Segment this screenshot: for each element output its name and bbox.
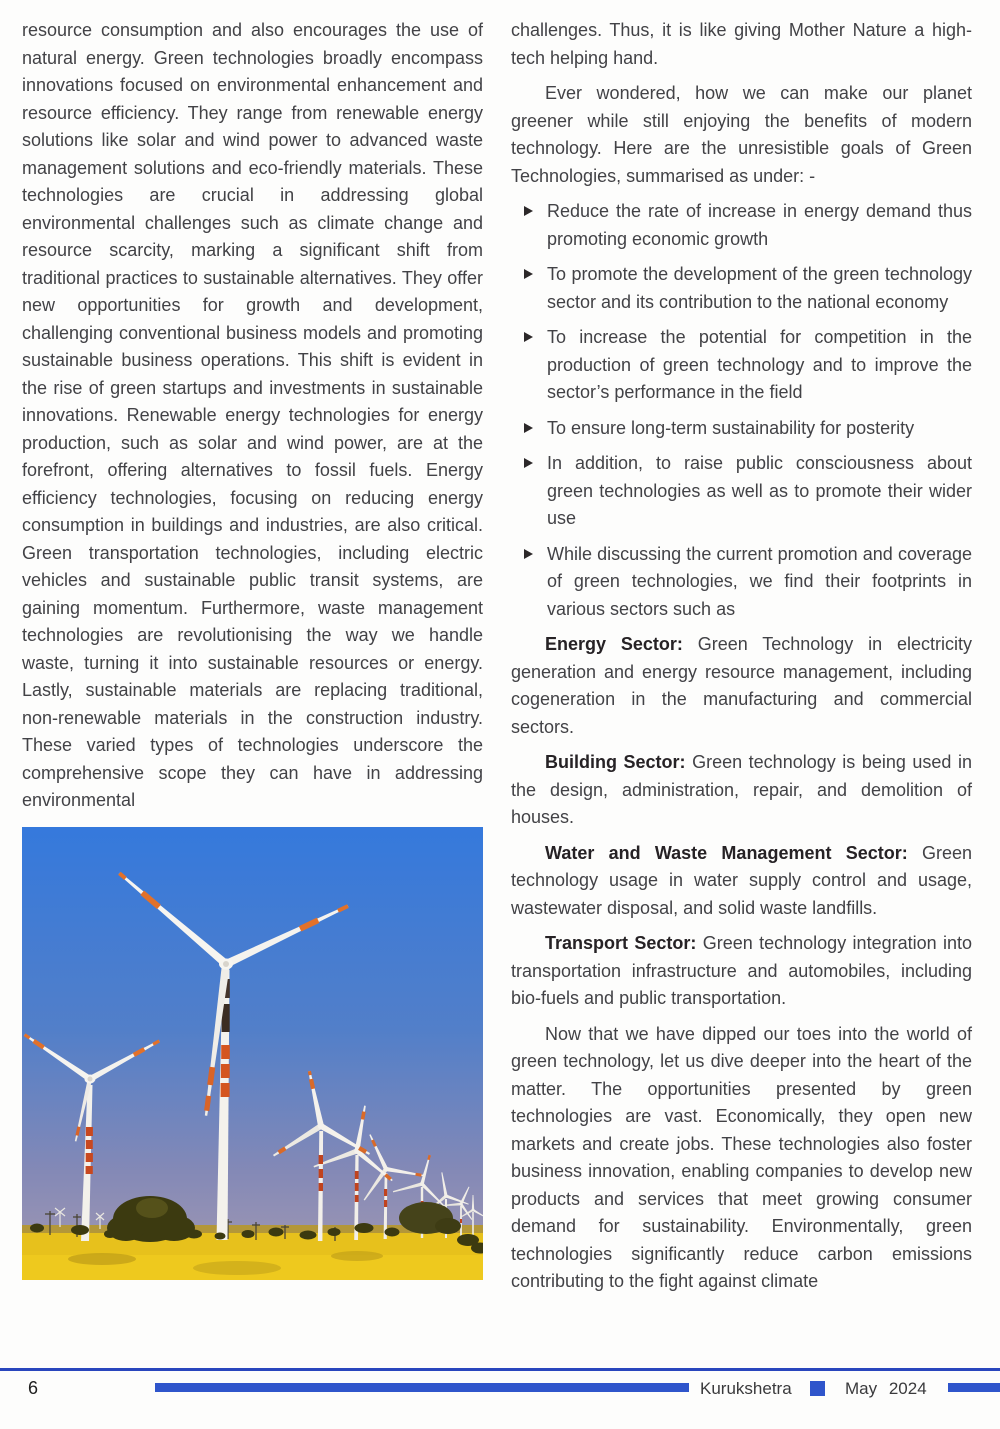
list-item: Reduce the rate of increase in energy demand thus promoting economic growth [511, 198, 972, 253]
list-item: While discussing the current promotion and coverage of green technologies, we find their footprints in various sectors such as [511, 541, 972, 624]
sector-paragraph-energy: Energy Sector: Green Technology in electricity generation and energy resource management, including cogeneration in the manufacturing and commercial sectors. [511, 634, 972, 737]
footer-bar-left [155, 1383, 689, 1392]
journal-name: Kurukshetra [700, 1379, 792, 1398]
bullet-triangle-icon [524, 332, 533, 342]
goals-list [511, 198, 972, 623]
body-paragraph: challenges. Thus, it is like giving Mother Nature a high-tech helping hand. [511, 20, 972, 68]
body-paragraph: resource consumption and also encourages the use of natural energy. Green technologies broadly encompass innovations focused on environmental enhancement and resource efficiency. They range from renewable energy solutions like solar and wind power to advanced waste management solutions and eco-friendly materials. These technologies are crucial in addressing global environmental challenges such as climate change and resource scarcity, marking a significant shift from traditional practices to sustainable alternatives. They offer new opportunities for growth and development, challenging conventional business models and promoting sustainable business operations. This shift is evident in the rise of green startups and investments in sustainable innovations. Renewable energy technologies for energy production, such as solar and wind power, are at the forefront, offering alternatives to fossil fuels. Energy efficiency technologies, focusing on reducing energy consumption in buildings and industries, are also critical. Green transportation technologies, including electric vehicles and sustainable public transit systems, are gaining momentum. Furthermore, waste management technologies are revolutionising the way we handle waste, turning it into sustainable resources or energy. Lastly, sustainable materials are replacing traditional, non-renewable materials in the construction industry. These varied types of technologies underscore the comprehensive scope they can have in addressing environmental [22, 20, 483, 810]
footer-bar-right [948, 1383, 1000, 1392]
list-item: To ensure long-term sustainability for posterity [511, 415, 972, 443]
bullet-triangle-icon [524, 206, 533, 216]
sector-paragraph-transport: Transport Sector: Green technology integration into transportation infrastructure and automobiles, including bio-fuels and public transportation. [511, 933, 972, 1008]
left-column [22, 17, 483, 1280]
footer-rule [0, 1368, 1000, 1371]
wind-turbines-illustration [22, 827, 483, 1280]
sector-paragraph-water-waste: Water and Waste Management Sector: Green technology usage in water supply control and usage, wastewater disposal, and solid waste landfills. [511, 842, 973, 918]
bullet-triangle-icon [524, 549, 533, 559]
list-item: To increase the potential for competition in the production of green technology and to improve the sector’s performance in the field [511, 324, 972, 407]
right-column [511, 17, 972, 1304]
list-item: In addition, to raise public consciousness about green technologies as well as to promote their wider use [511, 450, 972, 533]
footer-square-icon [810, 1381, 825, 1396]
bullet-triangle-icon [524, 423, 533, 433]
wind-turbines-photo [22, 827, 483, 1280]
body-paragraph: Ever wondered, how we can make our planet greener while still enjoying the benefits of modern technology. Here are the unresistible goals of Green Technologies, summarised as under: - [511, 83, 972, 186]
footer [0, 1376, 1000, 1404]
sector-paragraph-building: Building Sector: Green technology is being used in the design, administration, repair, and demolition of houses. [511, 752, 972, 827]
page-number: 6 [28, 1378, 39, 1398]
bullet-triangle-icon [524, 269, 533, 279]
bullet-triangle-icon [524, 458, 533, 468]
body-paragraph: Now that we have dipped our toes into the world of green technology, let us dive deeper into the heart of the matter. The opportunities presented by green technologies are vast. Economically, they open new markets and create jobs. These technologies also foster business innovation, enabling companies to develop new products and services that meet growing consumer demand for sustainability. Environmentally, green technologies significantly reduce carbon emissions contributing to the fight against climate [511, 1023, 972, 1291]
issue-date: May 2024 [845, 1379, 927, 1398]
list-item: To promote the development of the green technology sector and its contribution to the national economy [511, 261, 972, 316]
